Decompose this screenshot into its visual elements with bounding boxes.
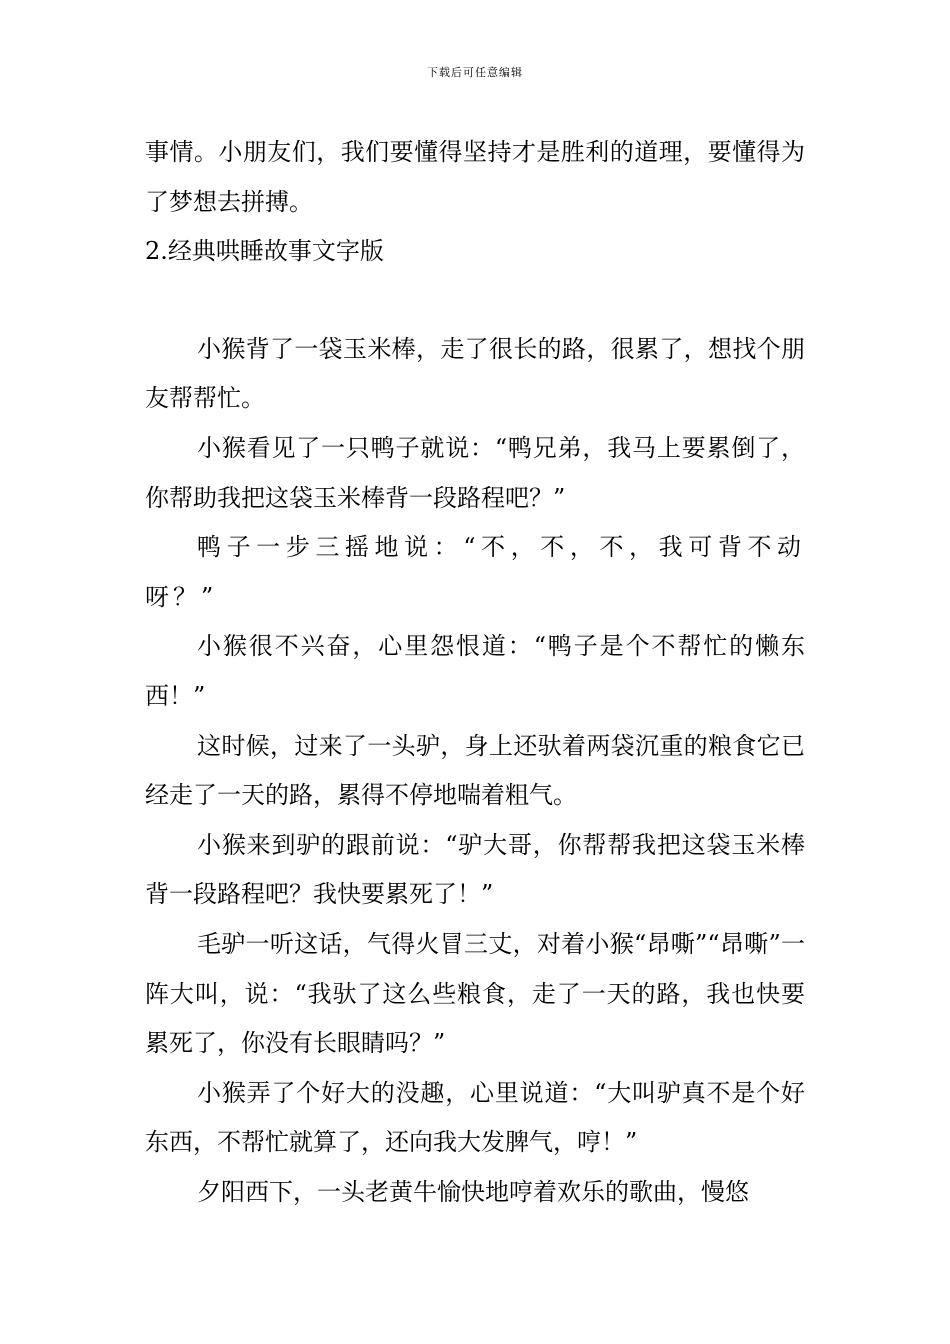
paragraph-6: 这时候，过来了一头驴，身上还驮着两袋沉重的粮食它已经走了一天的路，累得不停地喘着粗气。 [145, 731, 805, 810]
paragraph-1: 事情。小朋友们，我们要懂得坚持才是胜利的道理，要懂得为了梦想去拼搏。 [145, 138, 805, 216]
paragraph-3: 小猴看见了一只鸭子就说：“鸭兄弟，我马上要累倒了，你帮助我把这袋玉米棒背一段路程吧？” [145, 433, 805, 512]
paragraph-7: 小猴来到驴的跟前说：“驴大哥，你帮帮我把这袋玉米棒背一段路程吧？我快要累死了！” [145, 830, 805, 909]
paragraph-10: 夕阳西下，一头老黄牛愉快地哼着欢乐的歌曲，慢悠 [197, 1177, 749, 1206]
paragraph-2: 小猴背了一袋玉米棒，走了很长的路，很累了，想找个朋友帮帮忙。 [145, 334, 805, 413]
document-body [145, 128, 805, 1217]
page-header: 下载后可任意编辑 [427, 66, 523, 79]
paragraph-9: 小猴弄了个好大的没趣，心里说道：“大叫驴真不是个好东西，不帮忙就算了，还向我大发脾气，哼！” [145, 1078, 805, 1157]
paragraph-4: 鸭子一步三摇地说：“不，不，不，我可背不动呀？” [145, 533, 805, 611]
paragraph-8: 毛驴一听这话，气得火冒三丈，对着小猴“昂嘶”“昂嘶”一阵大叫，说：“我驮了这么些粮食，走了一天的路，我也快要累死了，你没有长眼睛吗？” [145, 929, 805, 1058]
paragraph-5: 小猴很不兴奋，心里怨恨道：“鸭子是个不帮忙的懒东西！” [145, 632, 805, 710]
section-heading: 2.经典哄睡故事文字版 [145, 237, 384, 266]
